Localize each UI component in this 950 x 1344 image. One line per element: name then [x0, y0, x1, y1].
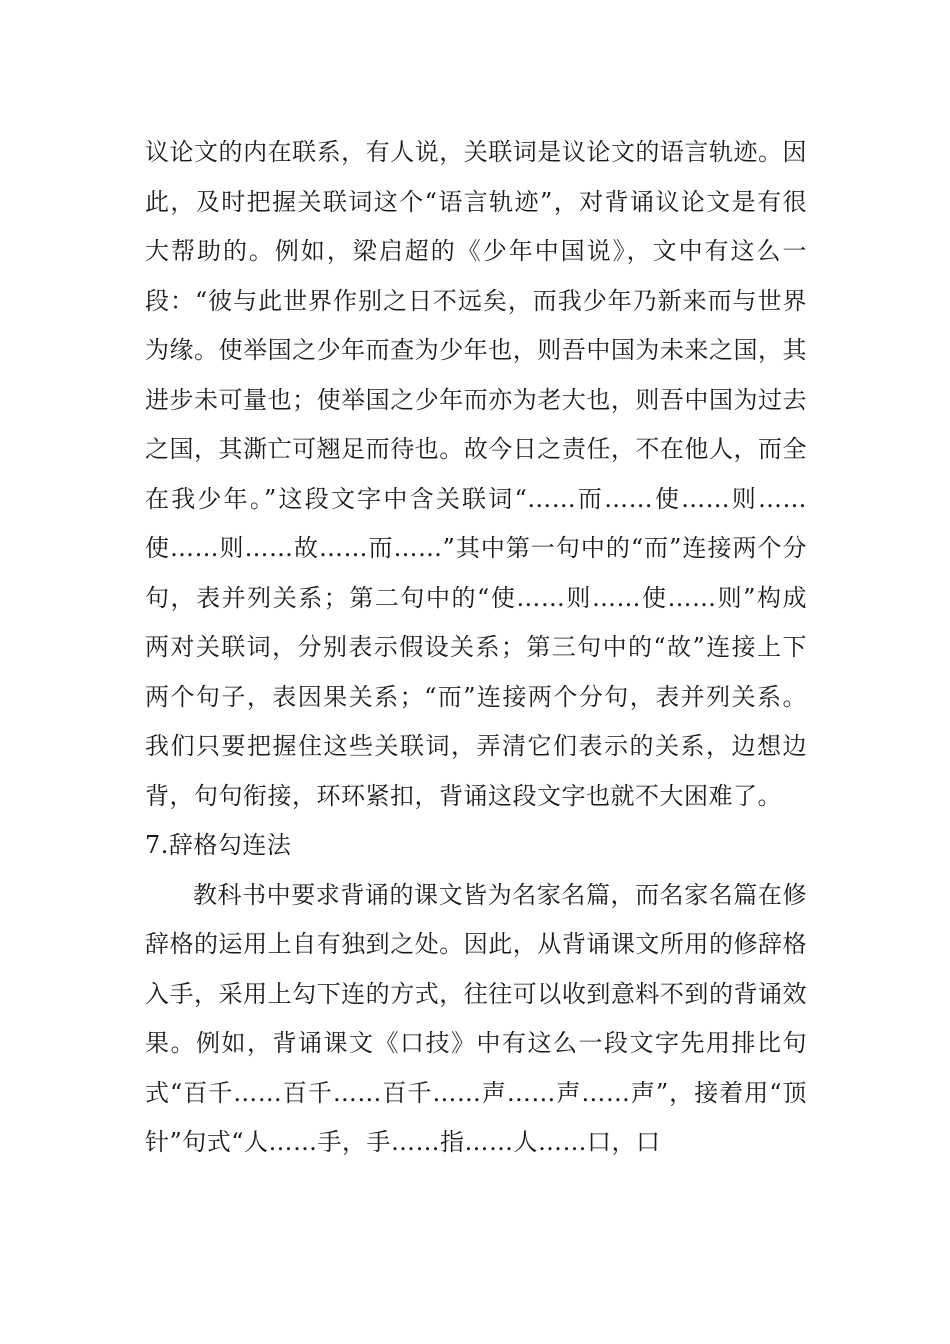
- section-heading-rhetoric-linking: 7.辞格勾连法: [145, 831, 292, 859]
- document-body: [145, 128, 807, 1168]
- paragraph-conjunctions: 议论文的内在联系，有人说，关联词是议论文的语言轨迹。因此，及时把握关联词这个“语言轨迹”，对背诵议论文是有很大帮助的。例如，梁启超的《少年中国说》，文中有这么一段：“彼与此世界作别之日不远矣，而我少年乃新来而与世界为缘。使举国之少年而查为少年也，则吾中国为未来之国，其进步未可量也；使举国之少年而亦为老大也，则吾中国为过去之国，其澌亡可翘足而待也。故今日之责任，不在他人，而全在我少年。”这段文字中含关联词“……而……使……则……使……则……故……而……”其中第一句中的“而”连接两个分句，表并列关系；第二句中的“使……则……使……则”构成两对关联词，分别表示假设关系；第三句中的“故”连接上下两个句子，表因果关系；“而”连接两个分句，表并列关系。我们只要把握住这些关联词，弄清它们表示的关系，边想边背，句句衔接，环环紧扣，背诵这段文字也就不大困难了。: [145, 138, 807, 810]
- paragraph-rhetoric: 教科书中要求背诵的课文皆为名家名篇，而名家名篇在修辞格的运用上自有独到之处。因此，从背诵课文所用的修辞格入手，采用上勾下连的方式，往往可以收到意料不到的背诵效果。例如，背诵课文《口技》中有这么一段文字先用排比句式“百千……百千……百千……声……声……声”，接着用“顶针”句式“人……手，手……指……人……口，口: [145, 880, 807, 1156]
